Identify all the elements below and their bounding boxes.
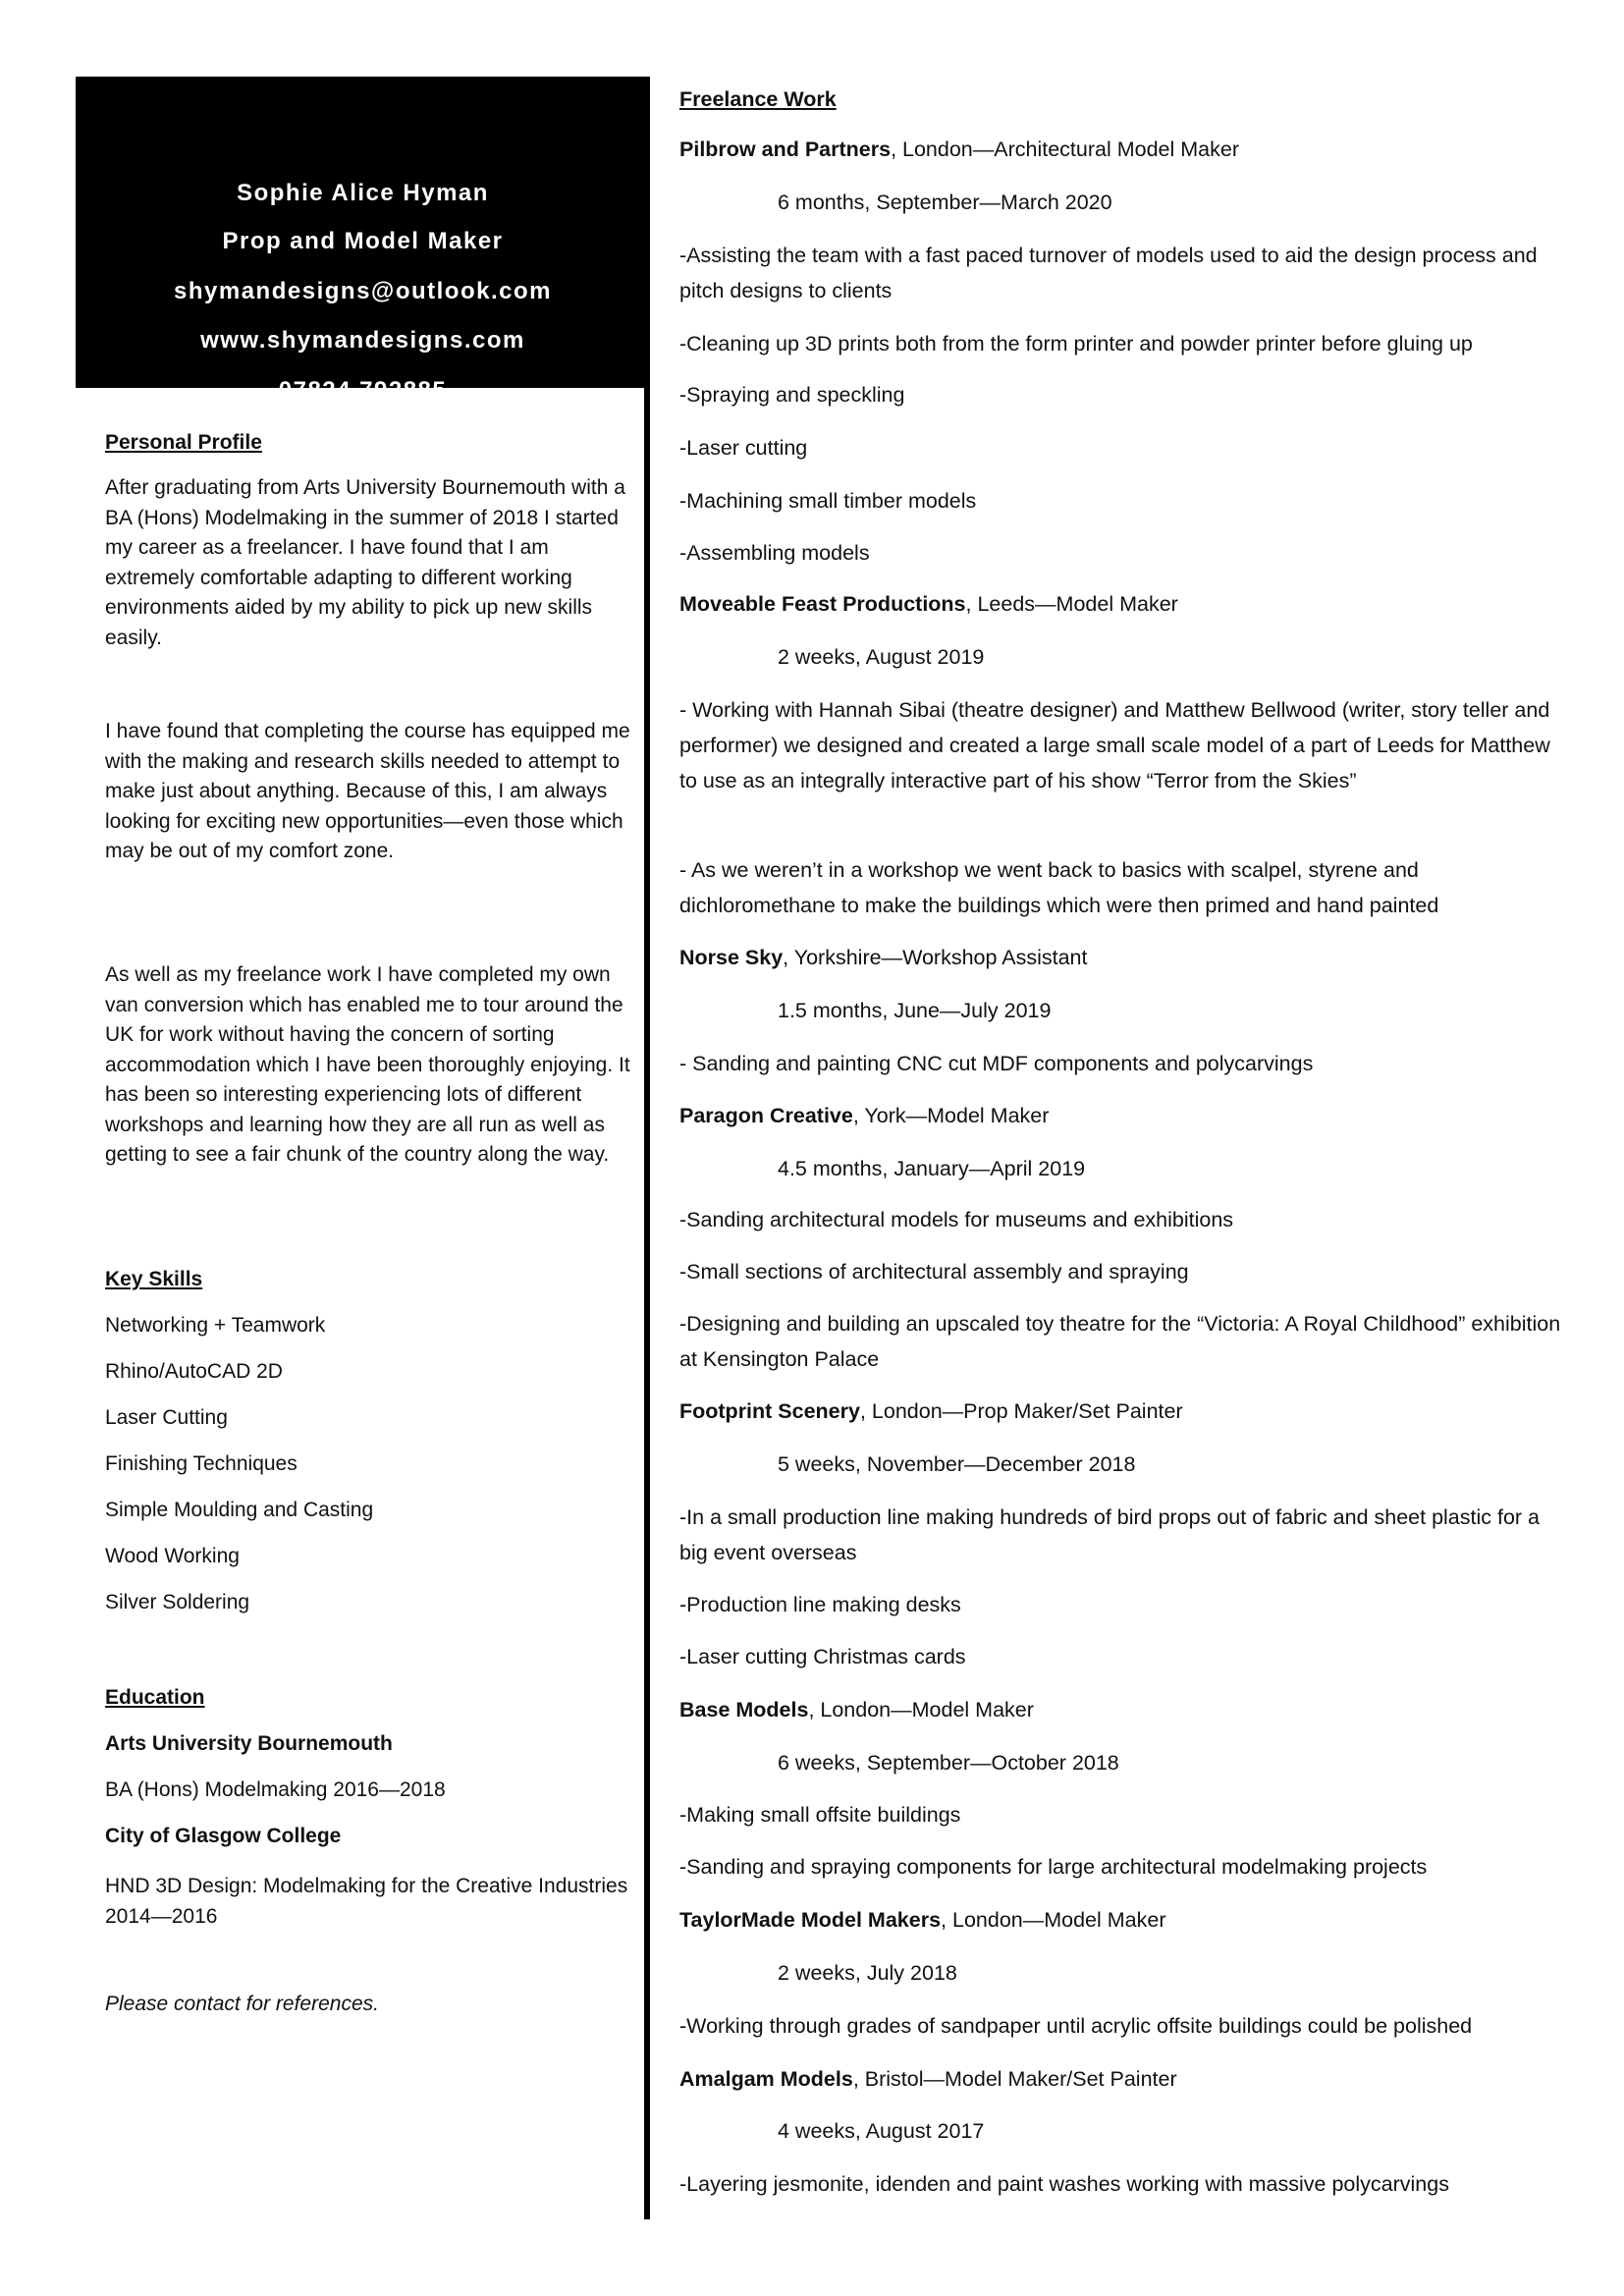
- education-course: BA (Hons) Modelmaking 2016—2018: [105, 1778, 446, 1801]
- job-title-line: [679, 943, 1087, 972]
- job-bullet: -Production line making desks: [679, 1593, 961, 1616]
- job-duration: 2 weeks, August 2019: [778, 645, 985, 669]
- job-bullet: -Designing and building an upscaled toy theatre for the “Victoria: A Royal Childhood” exhibition at Kensington Palace: [679, 1312, 1561, 1371]
- education-heading: Education: [105, 1686, 205, 1709]
- job-duration: 2 weeks, July 2018: [778, 1961, 957, 1985]
- job-bullet: -Working through grades of sandpaper until acrylic offsite buildings could be polished: [679, 2014, 1473, 2038]
- skills-heading: Key Skills: [105, 1268, 203, 1290]
- job-duration: 1.5 months, June—July 2019: [778, 999, 1052, 1022]
- job-bullet: -Making small offsite buildings: [679, 1803, 961, 1827]
- job-duration: 4 weeks, August 2017: [778, 2119, 985, 2143]
- contact-header: [76, 77, 650, 404]
- job-bullet: -Assisting the team with a fast paced turnover of models used to aid the design process and pitch designs to clients: [679, 244, 1538, 302]
- skill-item: Silver Soldering: [105, 1591, 250, 1613]
- profile-paragraph: I have found that completing the course has equipped me with the making and research skills needed to attempt to make just about anything. Because of this, I am always looking for exciting new opportunities—even those which may be out of my comfort zone.: [105, 720, 630, 862]
- job-role: , London—Model Maker: [941, 1908, 1166, 1932]
- job-role: , London—Model Maker: [808, 1698, 1034, 1722]
- company-name: Pilbrow and Partners: [679, 137, 892, 161]
- job-duration: 6 weeks, September—October 2018: [778, 1751, 1119, 1775]
- job-title: Prop and Model Maker: [222, 228, 504, 254]
- job-title-line: [679, 2064, 1177, 2094]
- phone: 07824 792885: [278, 377, 448, 404]
- company-name: Base Models: [679, 1698, 809, 1722]
- company-name: Paragon Creative: [679, 1104, 853, 1127]
- skill-item: Networking + Teamwork: [105, 1314, 326, 1337]
- skill-item: Rhino/AutoCAD 2D: [105, 1360, 283, 1383]
- skill-item: Finishing Techniques: [105, 1452, 298, 1475]
- education-school: City of Glasgow College: [105, 1825, 342, 1847]
- job-bullet: -Sanding and spraying components for large architectural modelmaking projects: [679, 1855, 1428, 1879]
- job-bullet: -Layering jesmonite, idenden and paint washes working with massive polycarvings: [679, 2172, 1449, 2196]
- job-role: , York—Model Maker: [852, 1104, 1050, 1127]
- name: Sophie Alice Hyman: [237, 180, 489, 206]
- job-role: , Yorkshire—Workshop Assistant: [783, 946, 1088, 969]
- job-title-line: [679, 1905, 1166, 1935]
- profile-paragraph: As well as my freelance work I have completed my own van conversion which has enabled me to tour around the UK for work without having the concern of sorting accommodation which I have been thoroughly enjoying. It has been so interesting experiencing lots of different workshops and learning how they are all run as well as getting to see a fair chunk of the country along the way.: [105, 963, 630, 1166]
- column-divider: [644, 77, 650, 2219]
- job-bullet: - Sanding and painting CNC cut MDF components and polycarvings: [679, 1052, 1314, 1075]
- skill-item: Laser Cutting: [105, 1406, 228, 1429]
- job-title-line: [679, 1101, 1049, 1130]
- education-school: Arts University Bournemouth: [105, 1732, 393, 1755]
- website[interactable]: www.shymandesigns.com: [200, 327, 525, 354]
- job-title-line: [679, 1695, 1034, 1724]
- skill-item: Wood Working: [105, 1545, 240, 1567]
- job-duration: 5 weeks, November—December 2018: [778, 1452, 1136, 1476]
- job-bullet: -Laser cutting Christmas cards: [679, 1645, 966, 1668]
- job-bullet: -Spraying and speckling: [679, 383, 905, 407]
- profile-heading: Personal Profile: [105, 431, 262, 454]
- job-bullet: -Sanding architectural models for museums and exhibitions: [679, 1208, 1234, 1231]
- company-name: Norse Sky: [679, 946, 784, 969]
- company-name: TaylorMade Model Makers: [679, 1908, 942, 1932]
- skill-item: Simple Moulding and Casting: [105, 1499, 374, 1521]
- job-bullet: - As we weren’t in a workshop we went back to basics with scalpel, styrene and dichloromethane to make the buildings which were then primed and hand painted: [679, 858, 1439, 917]
- email[interactable]: shymandesigns@outlook.com: [174, 278, 552, 304]
- job-bullet: - Working with Hannah Sibai (theatre designer) and Matthew Bellwood (writer, story teller and performer) we designed and created a large small scale model of a part of Leeds for Matthew to use as an integrally interactive part of his show “Terror from the Skies”: [679, 698, 1550, 793]
- references-note: Please contact for references.: [105, 1993, 379, 2015]
- profile-paragraph: After graduating from Arts University Bournemouth with a BA (Hons) Modelmaking in the summer of 2018 I started my career as a freelancer. I have found that I am extremely comfortable adapting to different working environments aided by my ability to pick up new skills easily.: [105, 476, 625, 649]
- job-title-line: [679, 1396, 1183, 1426]
- freelance-heading: Freelance Work: [679, 87, 837, 111]
- company-name: Moveable Feast Productions: [679, 592, 966, 616]
- company-name: Footprint Scenery: [679, 1399, 860, 1423]
- job-role: , Leeds—Model Maker: [965, 592, 1178, 616]
- job-title-line: [679, 589, 1178, 619]
- job-bullet: -Machining small timber models: [679, 489, 977, 513]
- job-duration: 6 months, September—March 2020: [778, 191, 1112, 214]
- company-name: Amalgam Models: [679, 2067, 853, 2091]
- job-duration: 4.5 months, January—April 2019: [778, 1157, 1086, 1180]
- job-bullet: -Laser cutting: [679, 436, 808, 460]
- job-title-line: [679, 135, 1239, 164]
- education-course: HND 3D Design: Modelmaking for the Creative Industries 2014—2016: [105, 1875, 628, 1928]
- job-role: , Bristol—Model Maker/Set Painter: [852, 2067, 1177, 2091]
- job-bullet: -Small sections of architectural assembly and spraying: [679, 1260, 1189, 1284]
- job-role: , London—Architectural Model Maker: [891, 137, 1239, 161]
- job-bullet: -In a small production line making hundreds of bird props out of fabric and sheet plastic for a big event overseas: [679, 1505, 1541, 1564]
- job-bullet: -Cleaning up 3D prints both from the form printer and powder printer before gluing up: [679, 332, 1473, 355]
- job-bullet: -Assembling models: [679, 541, 870, 565]
- job-role: , London—Prop Maker/Set Painter: [859, 1399, 1183, 1423]
